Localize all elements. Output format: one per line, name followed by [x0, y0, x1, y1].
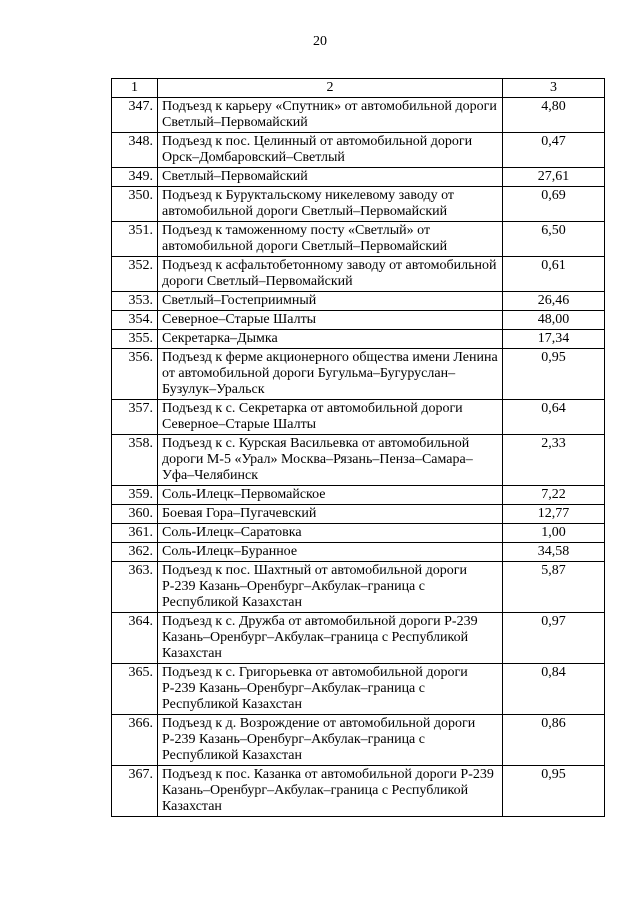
row-number-cell: 354. — [112, 311, 158, 330]
length-cell: 1,00 — [503, 524, 605, 543]
length-cell: 0,86 — [503, 715, 605, 766]
table-row — [112, 505, 605, 524]
road-name-cell: Подъезд к асфальтобетонному заводу от автомобильной дороги Светлый–Первомайский — [158, 257, 503, 292]
table-header-row — [112, 79, 605, 98]
row-number-cell: 357. — [112, 400, 158, 435]
row-number-cell: 349. — [112, 168, 158, 187]
table-body — [112, 98, 605, 817]
length-cell: 0,84 — [503, 664, 605, 715]
table-row — [112, 562, 605, 613]
table-row — [112, 766, 605, 817]
row-number-cell: 367. — [112, 766, 158, 817]
row-number-cell: 360. — [112, 505, 158, 524]
row-number-cell: 364. — [112, 613, 158, 664]
table-row — [112, 222, 605, 257]
road-name-cell: Подъезд к д. Возрождение от автомобильной дороги Р-239 Казань–Оренбург–Акбулак–граница с Республикой Казахстан — [158, 715, 503, 766]
table-row — [112, 543, 605, 562]
length-cell: 4,80 — [503, 98, 605, 133]
table-row — [112, 133, 605, 168]
table-row — [112, 349, 605, 400]
length-cell: 27,61 — [503, 168, 605, 187]
table-row — [112, 613, 605, 664]
table-row — [112, 664, 605, 715]
row-number-cell: 361. — [112, 524, 158, 543]
row-number-cell: 363. — [112, 562, 158, 613]
road-name-cell: Подъезд к пос. Целинный от автомобильной дороги Орск–Домбаровский–Светлый — [158, 133, 503, 168]
row-number-cell: 355. — [112, 330, 158, 349]
length-cell: 0,64 — [503, 400, 605, 435]
road-name-cell: Подъезд к с. Дружба от автомобильной дороги Р-239 Казань–Оренбург–Акбулак–граница с Республикой Казахстан — [158, 613, 503, 664]
road-name-cell: Соль-Илецк–Первомайское — [158, 486, 503, 505]
length-cell: 5,87 — [503, 562, 605, 613]
table-row — [112, 524, 605, 543]
table-row — [112, 330, 605, 349]
row-number-cell: 348. — [112, 133, 158, 168]
road-name-cell: Подъезд к Буруктальскому никелевому заводу от автомобильной дороги Светлый–Первомайский — [158, 187, 503, 222]
roads-table — [111, 78, 605, 817]
road-name-cell: Подъезд к с. Секретарка от автомобильной дороги Северное–Старые Шалты — [158, 400, 503, 435]
table-row — [112, 715, 605, 766]
table-row — [112, 486, 605, 505]
row-number-cell: 351. — [112, 222, 158, 257]
length-cell: 6,50 — [503, 222, 605, 257]
road-name-cell: Подъезд к пос. Шахтный от автомобильной дороги Р-239 Казань–Оренбург–Акбулак–граница с Республикой Казахстан — [158, 562, 503, 613]
length-cell: 0,95 — [503, 349, 605, 400]
row-number-cell: 350. — [112, 187, 158, 222]
row-number-cell: 366. — [112, 715, 158, 766]
length-cell: 0,95 — [503, 766, 605, 817]
road-name-cell: Подъезд к ферме акционерного общества имени Ленина от автомобильной дороги Бугульма–Бугуруслан–Бузулук–Уральск — [158, 349, 503, 400]
road-name-cell: Соль-Илецк–Буранное — [158, 543, 503, 562]
column-header-length: 3 — [503, 79, 605, 98]
page-number: 20 — [313, 34, 327, 49]
column-header-road-name: 2 — [158, 79, 503, 98]
table-row — [112, 435, 605, 486]
road-name-cell: Подъезд к с. Григорьевка от автомобильной дороги Р-239 Казань–Оренбург–Акбулак–граница с Республикой Казахстан — [158, 664, 503, 715]
table-row — [112, 400, 605, 435]
row-number-cell: 359. — [112, 486, 158, 505]
table-row — [112, 292, 605, 311]
table-row — [112, 98, 605, 133]
row-number-cell: 353. — [112, 292, 158, 311]
row-number-cell: 365. — [112, 664, 158, 715]
length-cell: 2,33 — [503, 435, 605, 486]
length-cell: 48,00 — [503, 311, 605, 330]
table-row — [112, 187, 605, 222]
table-row — [112, 257, 605, 292]
road-name-cell: Светлый–Первомайский — [158, 168, 503, 187]
length-cell: 0,47 — [503, 133, 605, 168]
road-name-cell: Подъезд к с. Курская Васильевка от автомобильной дороги М-5 «Урал» Москва–Рязань–Пенза–Самара–Уфа–Челябинск — [158, 435, 503, 486]
table-row — [112, 311, 605, 330]
row-number-cell: 358. — [112, 435, 158, 486]
length-cell: 7,22 — [503, 486, 605, 505]
road-name-cell: Подъезд к пос. Казанка от автомобильной дороги Р-239 Казань–Оренбург–Акбулак–граница с Республикой Казахстан — [158, 766, 503, 817]
table-row — [112, 168, 605, 187]
road-name-cell: Подъезд к карьеру «Спутник» от автомобильной дороги Светлый–Первомайский — [158, 98, 503, 133]
length-cell: 26,46 — [503, 292, 605, 311]
length-cell: 34,58 — [503, 543, 605, 562]
length-cell: 0,97 — [503, 613, 605, 664]
road-name-cell: Светлый–Гостеприимный — [158, 292, 503, 311]
length-cell: 0,69 — [503, 187, 605, 222]
row-number-cell: 352. — [112, 257, 158, 292]
road-name-cell: Боевая Гора–Пугачевский — [158, 505, 503, 524]
road-name-cell: Северное–Старые Шалты — [158, 311, 503, 330]
column-header-number: 1 — [112, 79, 158, 98]
road-name-cell: Соль-Илецк–Саратовка — [158, 524, 503, 543]
row-number-cell: 362. — [112, 543, 158, 562]
road-name-cell: Подъезд к таможенному посту «Светлый» от автомобильной дороги Светлый–Первомайский — [158, 222, 503, 257]
length-cell: 17,34 — [503, 330, 605, 349]
row-number-cell: 356. — [112, 349, 158, 400]
road-name-cell: Секретарка–Дымка — [158, 330, 503, 349]
length-cell: 0,61 — [503, 257, 605, 292]
row-number-cell: 347. — [112, 98, 158, 133]
length-cell: 12,77 — [503, 505, 605, 524]
